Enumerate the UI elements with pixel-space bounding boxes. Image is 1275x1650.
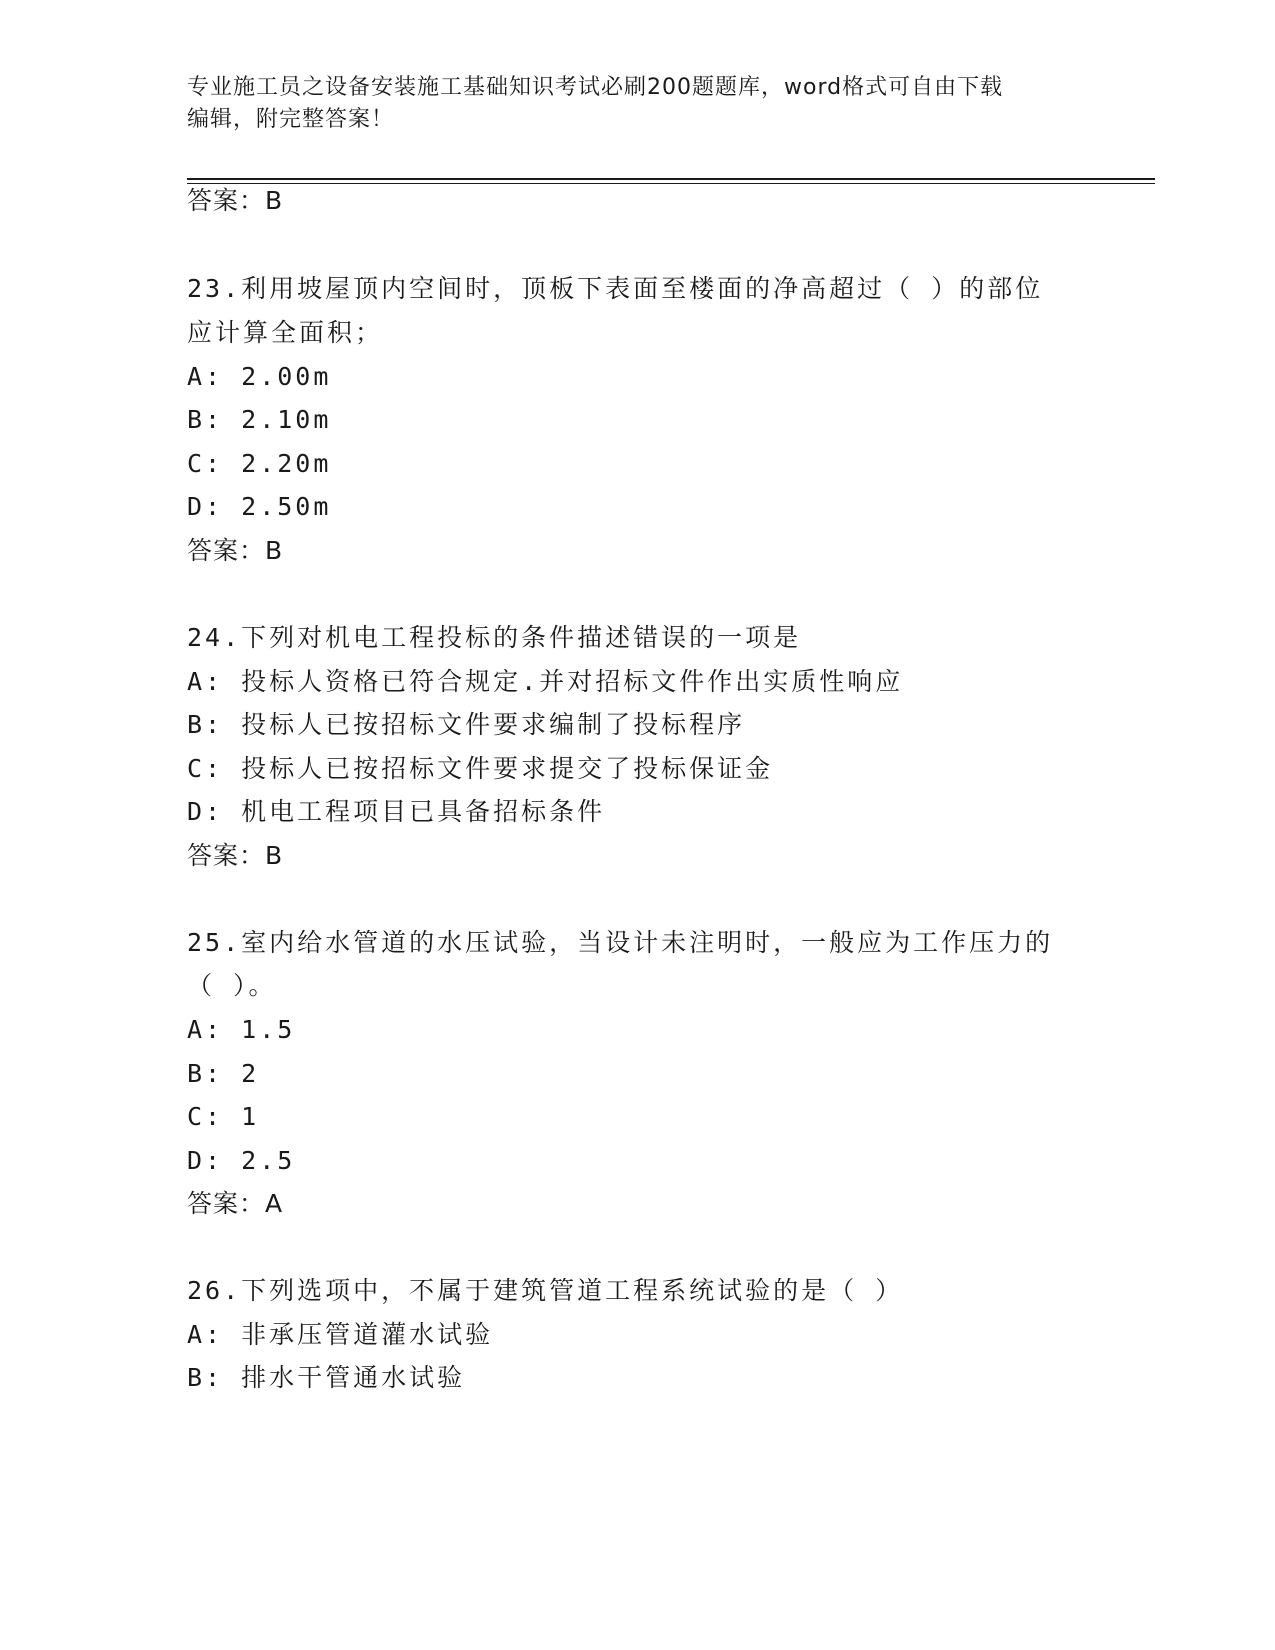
question-25-option-a: A: 1.5 [187,1015,296,1044]
question-26-option-b: B: 排水干管通水试验 [187,1363,466,1392]
header-title-line-1: 专业施工员之设备安装施工基础知识考试必刷200题题库，word格式可自由下载 [187,75,1004,100]
question-23-option-d: D: 2.50m [187,492,332,521]
question-23-option-a: A: 2.00m [187,362,332,391]
question-25-stem-line-2: （ ）。 [187,971,277,1000]
question-25-stem-line-1: 25.室内给水管道的水压试验，当设计未注明时，一般应为工作压力的 [187,928,1054,957]
question-24-option-d: D: 机电工程项目已具备招标条件 [187,797,606,826]
question-25-option-d: D: 2.5 [187,1146,296,1175]
answer-22: 答案：B [187,186,284,215]
header-divider-thin [187,183,1155,184]
question-23-option-b: B: 2.10m [187,405,332,434]
question-23-stem-line-1: 23.利用坡屋顶内空间时，顶板下表面至楼面的净高超过（ ）的部位 [187,274,1044,303]
answer-23: 答案：B [187,536,284,565]
answer-25: 答案：A [187,1189,284,1218]
answer-24: 答案：B [187,841,284,870]
question-25-option-b: B: 2 [187,1059,260,1088]
question-24-option-a: A: 投标人资格已符合规定.并对招标文件作出实质性响应 [187,667,904,696]
question-24-stem-line-1: 24.下列对机电工程投标的条件描述错误的一项是 [187,623,802,652]
header-divider-thick [187,178,1155,180]
question-24-option-c: C: 投标人已按招标文件要求提交了投标保证金 [187,754,774,783]
question-23-stem-line-2: 应计算全面积； [187,318,384,347]
question-26-stem-line-1: 26.下列选项中，不属于建筑管道工程系统试验的是（ ） [187,1276,904,1305]
question-26-option-a: A: 非承压管道灌水试验 [187,1320,494,1349]
question-25-option-c: C: 1 [187,1102,260,1131]
header-title-line-2: 编辑，附完整答案！ [187,107,395,132]
question-24-option-b: B: 投标人已按招标文件要求编制了投标程序 [187,710,746,739]
question-23-option-c: C: 2.20m [187,449,332,478]
document-header [187,72,1087,136]
